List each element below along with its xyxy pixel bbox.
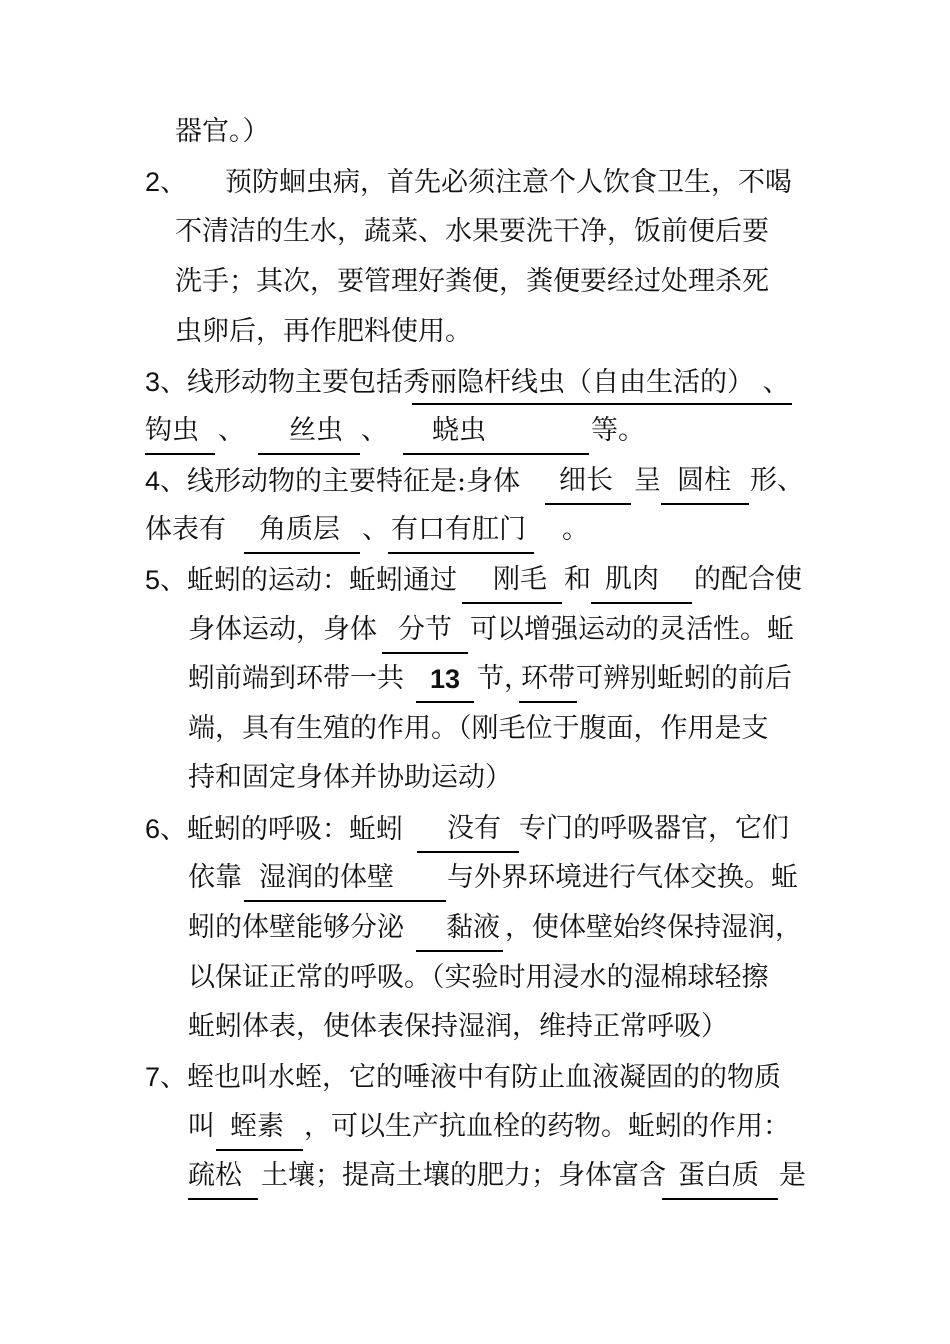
answer-underline — [258, 453, 360, 455]
answer-underline — [416, 701, 474, 703]
answer-underline — [382, 652, 468, 654]
answer-text: 没有 — [447, 813, 501, 844]
text: 呈 — [634, 465, 661, 496]
text — [779, 1159, 806, 1193]
separator: 、 — [218, 415, 245, 446]
answer-underline — [188, 1198, 258, 1200]
answer-blank — [447, 812, 501, 846]
answer-blank: 钩虫 — [145, 415, 199, 446]
text-line — [175, 215, 769, 249]
text: 、线形动物主要包括秀丽隐杆线虫（自由生活的） 、 — [160, 367, 790, 398]
answer-blank — [230, 1110, 284, 1144]
question-2-line — [145, 165, 792, 200]
text: 持和固定身体并协助运动） — [188, 762, 512, 793]
text: 、线形动物的主要特征是:身体 — [160, 466, 521, 497]
text: 蚯蚓体表，使体表保持湿润，维持正常呼吸） — [188, 1011, 728, 1042]
text — [750, 464, 804, 498]
answer-underline — [416, 950, 503, 952]
question-3-answers — [145, 414, 199, 448]
text-line — [188, 761, 512, 795]
answer-blank — [432, 414, 486, 448]
answer-underline — [462, 602, 562, 604]
answer-underline — [216, 1149, 303, 1151]
text: 与外界环境进行气体交换。蚯 — [447, 862, 798, 893]
answer-underline — [244, 552, 360, 554]
answer-blank — [289, 414, 343, 448]
answer-blank — [259, 513, 340, 547]
text: 形、 — [750, 465, 804, 496]
text: 依靠 — [188, 862, 242, 893]
text — [470, 613, 794, 647]
text — [564, 563, 591, 597]
answer-underline — [244, 900, 446, 902]
text: 蚓的体壁能够分泌 — [188, 912, 404, 943]
answer-underline — [661, 503, 749, 505]
question-3-line — [145, 365, 790, 400]
answer-blank — [605, 563, 659, 597]
text-line — [188, 613, 377, 647]
text-line — [175, 115, 270, 149]
text: 端，具有生殖的作用。（刚毛位于腹面，作用是支 — [188, 713, 769, 744]
answer-underline — [662, 1198, 778, 1200]
answer-underline — [417, 851, 519, 853]
answer-blank — [678, 1159, 759, 1193]
question-number: 7 — [145, 1062, 161, 1092]
text: 可以增强运动的灵活性。蚯 — [470, 614, 794, 645]
answer-text: 肌肉 — [605, 564, 659, 595]
answer-blank — [430, 662, 460, 696]
question-number: 6 — [145, 814, 161, 844]
answer-blank — [493, 563, 547, 597]
answer-text: 疏松 — [188, 1160, 242, 1191]
text — [591, 414, 645, 448]
text: 可辨别蚯蚓的前后 — [576, 663, 792, 694]
text: 洗手；其次，要管理好粪便，粪便要经过处理杀死 — [175, 266, 769, 297]
text-line — [175, 315, 472, 349]
text: 预防蛔虫病，首先必须注意个人饮食卫生，不喝 — [225, 167, 793, 198]
separator: 、 — [361, 415, 388, 446]
question-number: 5 — [145, 565, 161, 595]
text-line — [188, 1010, 728, 1044]
answer-text: 环带 — [521, 663, 575, 694]
answer-text: 13 — [430, 664, 461, 694]
answer-underline — [591, 602, 692, 604]
text — [634, 464, 661, 498]
text: 节， — [477, 663, 531, 694]
answer-text: 刚毛 — [493, 564, 547, 595]
answer-text: 湿润的体壁 — [259, 862, 394, 893]
text-line — [188, 961, 769, 995]
text-line — [175, 265, 769, 299]
text: 和 — [564, 564, 591, 595]
answer-underline — [403, 453, 589, 455]
text: 虫卵后，再作肥料使用。 — [175, 316, 472, 347]
answer-text: 圆柱 — [677, 465, 731, 496]
question-7-line — [145, 1060, 781, 1095]
text: 、蚯蚓的呼吸：蚯蚓 — [160, 814, 404, 845]
text: 、蛭也叫水蛭，它的唾液中有防止血液凝固的的物质 — [160, 1062, 782, 1093]
answer-underline — [412, 403, 792, 405]
text: 身体运动，身体 — [188, 614, 377, 645]
answer-blank — [521, 662, 575, 696]
text — [519, 812, 789, 846]
text-line — [188, 712, 769, 746]
question-6-line — [145, 812, 403, 847]
question-number: 2、 — [145, 167, 188, 197]
text-line — [188, 861, 242, 895]
text: 、 — [362, 514, 389, 545]
text — [304, 1110, 790, 1144]
answer-text: 有口有肛门 — [391, 514, 526, 545]
answer-text: 分节 — [398, 614, 452, 645]
text — [562, 513, 589, 547]
answer-underline — [519, 701, 577, 703]
text-line — [188, 1110, 215, 1144]
text: 叫 — [188, 1111, 215, 1142]
question-number: 4 — [145, 466, 161, 496]
text-line — [188, 911, 404, 945]
answer-blank — [398, 613, 452, 647]
text-line — [188, 662, 404, 696]
text: 的配合使 — [694, 564, 802, 595]
answer-underline — [388, 552, 534, 554]
text: 。 — [562, 514, 589, 545]
text: 以保证正常的呼吸。（实验时用浸水的湿棉球轻擦 — [188, 962, 769, 993]
text — [447, 861, 798, 895]
text: 等。 — [591, 415, 645, 446]
question-number: 3 — [145, 367, 161, 397]
text-line — [145, 513, 226, 547]
answer-underline — [145, 453, 215, 455]
answer-text: 细长 — [559, 465, 613, 496]
answer-text: 丝虫 — [289, 415, 343, 446]
answer-text: 蛭素 — [230, 1111, 284, 1142]
answer-blank — [188, 1159, 242, 1193]
text: ，使体壁始终保持湿润， — [505, 912, 802, 943]
text — [261, 1159, 666, 1193]
answer-text: 蛲虫 — [432, 415, 486, 446]
answer-blank — [259, 861, 394, 895]
text: 蚓前端到环带一共 — [188, 663, 404, 694]
answer-blank — [446, 911, 500, 945]
text — [694, 563, 802, 597]
answer-text: 黏液 — [446, 912, 500, 943]
text: 、蚯蚓的运动：蚯蚓通过 — [160, 565, 458, 596]
text: 体表有 — [145, 514, 226, 545]
answer-blank — [559, 464, 613, 498]
question-4-line — [145, 464, 520, 499]
text: 器官。） — [175, 116, 270, 147]
text — [361, 414, 388, 448]
text: ，可以生产抗血栓的药物。蚯蚓的作用： — [304, 1111, 790, 1142]
answer-text: 角质层 — [259, 514, 340, 545]
answer-blank — [677, 464, 731, 498]
answer-text: 蛋白质 — [678, 1160, 759, 1191]
text — [505, 911, 802, 945]
text — [576, 662, 792, 696]
text — [362, 513, 389, 547]
text: 土壤；提高土壤的肥力；身体富含 — [261, 1160, 666, 1191]
answer-underline — [545, 503, 631, 505]
text: 是 — [779, 1160, 806, 1191]
text — [218, 414, 245, 448]
question-5-line — [145, 563, 457, 598]
text: 专门的呼吸器官，它们 — [519, 813, 789, 844]
text: 不清洁的生水，蔬菜、水果要洗干净，饭前便后要 — [175, 216, 769, 247]
answer-blank — [391, 513, 526, 547]
